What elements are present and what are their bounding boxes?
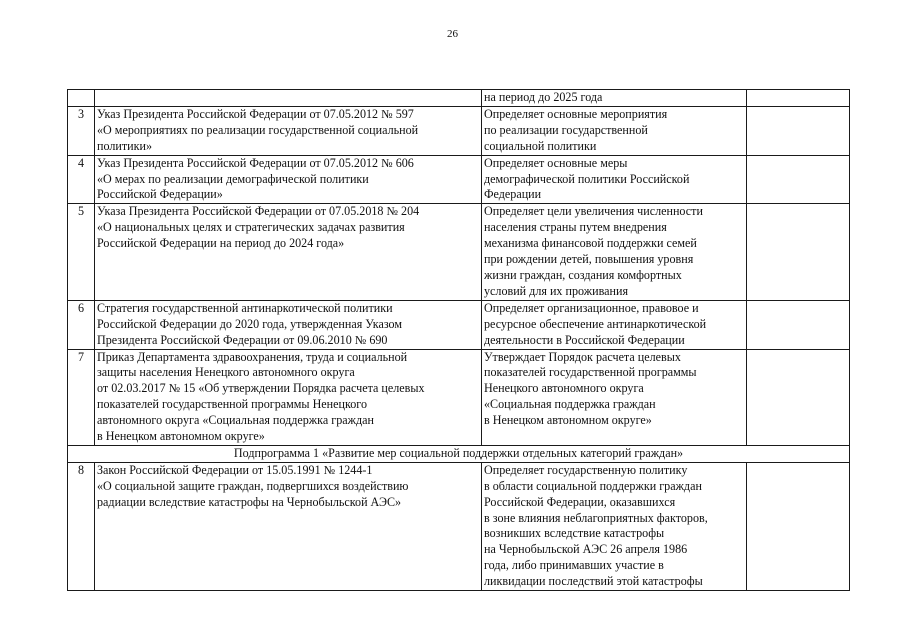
document-line: «О национальных целях и стратегических задачах развития <box>97 220 405 235</box>
description-line: Определяет основные мероприятия <box>484 106 668 121</box>
description-line: социальной политики <box>484 138 597 153</box>
document-line: Президента Российской Федерации от 09.06.2010 № 690 <box>97 332 388 347</box>
extra-cell <box>747 349 850 445</box>
description-line: Российской Федерации, оказавшихся <box>484 494 676 509</box>
description-line: ликвидации последствий этой катастрофы <box>484 574 703 589</box>
description-line: «Социальная поддержка граждан <box>484 397 656 412</box>
row-number-cell <box>68 90 95 107</box>
subprogram-heading-row <box>68 445 850 462</box>
description-line: условий для их проживания <box>484 283 629 298</box>
row-number-cell: 5 <box>68 204 95 300</box>
description-line: Федерации <box>484 187 542 202</box>
row-number-cell: 8 <box>68 462 95 590</box>
description-line: Ненецкого автономного округа <box>484 381 644 396</box>
extra-cell <box>747 106 850 155</box>
description-line: при рождении детей, повышения уровня <box>484 252 694 267</box>
document-line: «О социальной защите граждан, подвергшихся воздействию <box>97 478 409 493</box>
description-line: на Чернобыльской АЭС 26 апреля 1986 <box>484 542 688 557</box>
row-number-cell: 6 <box>68 300 95 349</box>
document-line: защиты населения Ненецкого автономного округа <box>97 365 355 380</box>
description-line: Определяет основные меры <box>484 155 628 170</box>
description-line: населения страны путем внедрения <box>484 220 667 235</box>
document-line: Приказ Департамента здравоохранения, труда и социальной <box>97 349 408 364</box>
row-number-cell: 7 <box>68 349 95 445</box>
document-line: от 02.03.2017 № 15 «Об утверждении Порядка расчета целевых <box>97 381 425 396</box>
description-line: на период до 2025 года <box>484 90 603 104</box>
document-line: показателей государственной программы Ненецкого <box>97 397 367 412</box>
legal-acts-table <box>67 89 850 591</box>
document-line: Стратегия государственной антинаркотической политики <box>97 300 393 315</box>
description-line: жизни граждан, создания комфортных <box>484 267 682 282</box>
row-number-cell: 4 <box>68 155 95 204</box>
description-line: Утверждает Порядок расчета целевых <box>484 349 681 364</box>
document-line: Российской Федерации» <box>97 187 223 202</box>
document-cell <box>95 349 482 445</box>
extra-cell <box>747 155 850 204</box>
document-cell <box>95 300 482 349</box>
page-number: 26 <box>447 28 458 40</box>
document-line: в Ненецком автономном округе» <box>97 429 265 444</box>
table-row <box>68 155 850 204</box>
document-cell <box>95 462 482 590</box>
description-cell <box>482 155 747 204</box>
description-line: деятельности в Российской Федерации <box>484 332 685 347</box>
description-line: в области социальной поддержки граждан <box>484 478 702 493</box>
description-line: Определяет организационное, правовое и <box>484 300 699 315</box>
description-line: в зоне влияния неблагоприятных факторов, <box>484 510 708 525</box>
document-line: политики» <box>97 138 153 153</box>
description-cell <box>482 462 747 590</box>
table-row <box>68 349 850 445</box>
extra-cell <box>747 462 850 590</box>
description-line: возникших вследствие катастрофы <box>484 526 665 541</box>
document-line: Указ Президента Российской Федерации от 07.05.2012 № 597 <box>97 106 414 121</box>
row-number-cell: 3 <box>68 106 95 155</box>
description-cell <box>482 349 747 445</box>
description-line: в Ненецком автономном округе» <box>484 413 652 428</box>
description-line: Определяет государственную политику <box>484 462 688 477</box>
extra-cell <box>747 300 850 349</box>
description-line: по реализации государственной <box>484 122 648 137</box>
description-line: Определяет цели увеличения численности <box>484 204 703 219</box>
document-line: Российской Федерации на период до 2024 года» <box>97 236 345 251</box>
table-row <box>68 204 850 300</box>
document-cell <box>95 106 482 155</box>
document-line: Российской Федерации до 2020 года, утвержденная Указом <box>97 316 403 331</box>
table-row <box>68 300 850 349</box>
description-line: демографической политики Российской <box>484 171 690 186</box>
document-cell <box>95 90 482 107</box>
table-row <box>68 106 850 155</box>
document-line: Указ Президента Российской Федерации от 07.05.2012 № 606 <box>97 155 414 170</box>
description-line: года, либо принимавших участие в <box>484 558 664 573</box>
description-line: показателей государственной программы <box>484 365 697 380</box>
document-line: «О мероприятиях по реализации государственной социальной <box>97 122 419 137</box>
document-cell <box>95 204 482 300</box>
document-line: радиации вследствие катастрофы на Чернобыльской АЭС» <box>97 494 402 509</box>
document-line: «О мерах по реализации демографической политики <box>97 171 369 186</box>
extra-cell <box>747 204 850 300</box>
description-line: механизма финансовой поддержки семей <box>484 236 697 251</box>
description-cell <box>482 106 747 155</box>
document-line: Указа Президента Российской Федерации от 07.05.2018 № 204 <box>97 204 420 219</box>
extra-cell <box>747 90 850 107</box>
description-cell <box>482 90 747 107</box>
description-cell <box>482 204 747 300</box>
document-line: Закон Российской Федерации от 15.05.1991 № 1244-1 <box>97 462 373 477</box>
description-cell <box>482 300 747 349</box>
description-line: ресурсное обеспечение антинаркотической <box>484 316 707 331</box>
table-row <box>68 462 850 590</box>
subprogram-heading: Подпрограмма 1 «Развитие мер социальной поддержки отдельных категорий граждан» <box>68 445 850 462</box>
document-cell <box>95 155 482 204</box>
document-line: автономного округа «Социальная поддержка граждан <box>97 413 374 428</box>
table-row-continuation <box>68 90 850 107</box>
